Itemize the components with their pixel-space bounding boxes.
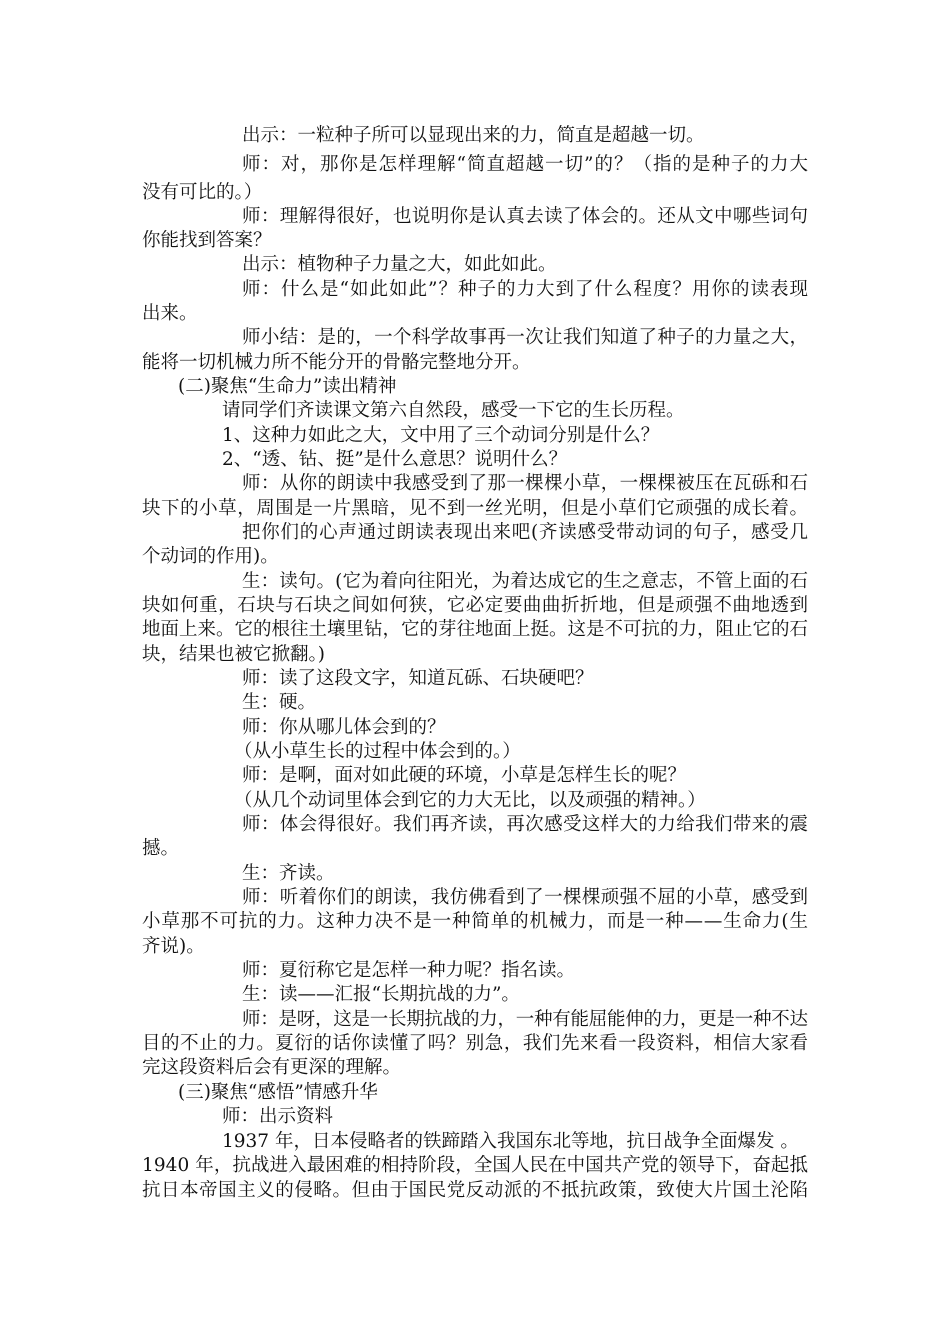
section-heading: (三)聚焦“感悟”情感升华 <box>178 1082 378 1103</box>
text-line: （从几个动词里体会到它的力大无比，以及顽强的精神。） <box>234 790 706 811</box>
section-heading: (二)聚焦“生命力”读出精神 <box>178 376 397 397</box>
text-line: 请同学们齐读课文第六自然段，感受一下它的生长历程。 <box>222 400 685 421</box>
text-line: 2、“透、钻、挺”是什么意思？说明什么？ <box>222 449 568 470</box>
text-line: 你能找到答案？ <box>142 230 272 251</box>
text-line: 师：是呀，这是一长期抗战的力，一种有能屈能伸的力，更是一种不达 <box>242 1009 808 1030</box>
text-line: 出示：一粒种子所可以显现出来的力，简直是超越一切。 <box>242 125 705 146</box>
text-line: 能将一切机械力所不能分开的骨骼完整地分开。 <box>142 352 531 373</box>
text-line: 没有可比的。） <box>142 182 263 203</box>
text-line: 目的不止的力。夏衍的话你读懂了吗？别急，我们先来看一段资料，相信大家看 <box>142 1033 809 1054</box>
text-line: 师小结：是的，一个科学故事再一次让我们知道了种子的力量之大， <box>242 327 809 348</box>
text-line: 师：是啊，面对如此硬的环境，小草是怎样生长的呢？ <box>242 765 687 786</box>
text-line: 1940 年，抗战进入最困难的相持阶段，全国人民在中国共产党的领导下，奋起抵 <box>142 1155 809 1176</box>
text-line: （从小草生长的过程中体会到的。） <box>234 741 521 762</box>
text-line: 师：夏衍称它是怎样一种力呢？指名读。 <box>242 960 576 981</box>
text-line: 师：什么是“如此如此”？种子的力大到了什么程度？用你的读表现 <box>242 279 810 300</box>
text-line: 师：体会得很好。我们再齐读，再次感受这样大的力给我们带来的震 <box>242 814 809 835</box>
text-line: 块，结果也被它掀翻。) <box>142 644 325 665</box>
text-line: 生：读句。(它为着向往阳光，为着达成它的生之意志，不管上面的石 <box>242 571 809 592</box>
text-line: 师：读了这段文字，知道瓦砾、石块硬吧？ <box>242 668 594 689</box>
text-line: 生：读——汇报“长期抗战的力”。 <box>242 984 520 1005</box>
text-line: 完这段资料后会有更深的理解。 <box>142 1057 402 1078</box>
text-line: 师：听着你们的朗读，我仿佛看到了一棵棵顽强不屈的小草，感受到 <box>242 887 809 908</box>
text-line: 小草那不可抗的力。这种力决不是一种简单的机械力，而是一种——生命力(生 <box>142 911 809 932</box>
text-line: 师：理解得很好，也说明你是认真去读了体会的。还从文中哪些词句 <box>242 206 809 227</box>
text-line: 块如何重，石块与石块之间如何狭，它必定要曲曲折折地，但是顽强不曲地透到 <box>142 595 809 616</box>
text-line: 师：从你的朗读中我感受到了那一棵棵小草，一棵棵被压在瓦砾和石 <box>242 473 809 494</box>
text-line: 地面上来。它的根往土壤里钻，它的芽往地面上挺。这是不可抗的力，阻止它的石 <box>142 619 809 640</box>
text-line: 1937 年，日本侵略者的铁蹄踏入我国东北等地，抗日战争全面爆发 。 <box>222 1131 799 1152</box>
text-line: 师：你从哪儿体会到的？ <box>242 717 446 738</box>
text-line: 师：对，那你是怎样理解“简直超越一切”的？（指的是种子的力大 <box>242 154 810 175</box>
text-line: 把你们的心声通过朗读表现出来吧(齐读感受带动词的句子，感受几 <box>242 522 809 543</box>
text-line: 生：齐读。 <box>242 863 335 884</box>
text-line: 块下的小草，周围是一片黑暗，见不到一丝光明，但是小草们它顽强的成长着。 <box>142 498 809 519</box>
text-line: 撼。 <box>142 838 180 859</box>
text-line: 师：出示资料 <box>222 1106 334 1127</box>
text-line: 抗日本帝国主义的侵略。但由于国民党反动派的不抵抗政策，致使大片国土沦陷 <box>142 1180 809 1201</box>
text-line: 出来。 <box>142 303 198 324</box>
text-line: 齐说)。 <box>142 936 205 957</box>
text-line: 个动词的作用)。 <box>142 546 279 567</box>
text-line: 1、这种力如此之大，文中用了三个动词分别是什么？ <box>222 425 660 446</box>
text-line: 出示：植物种子力量之大，如此如此。 <box>242 254 557 275</box>
text-line: 生：硬。 <box>242 692 317 713</box>
